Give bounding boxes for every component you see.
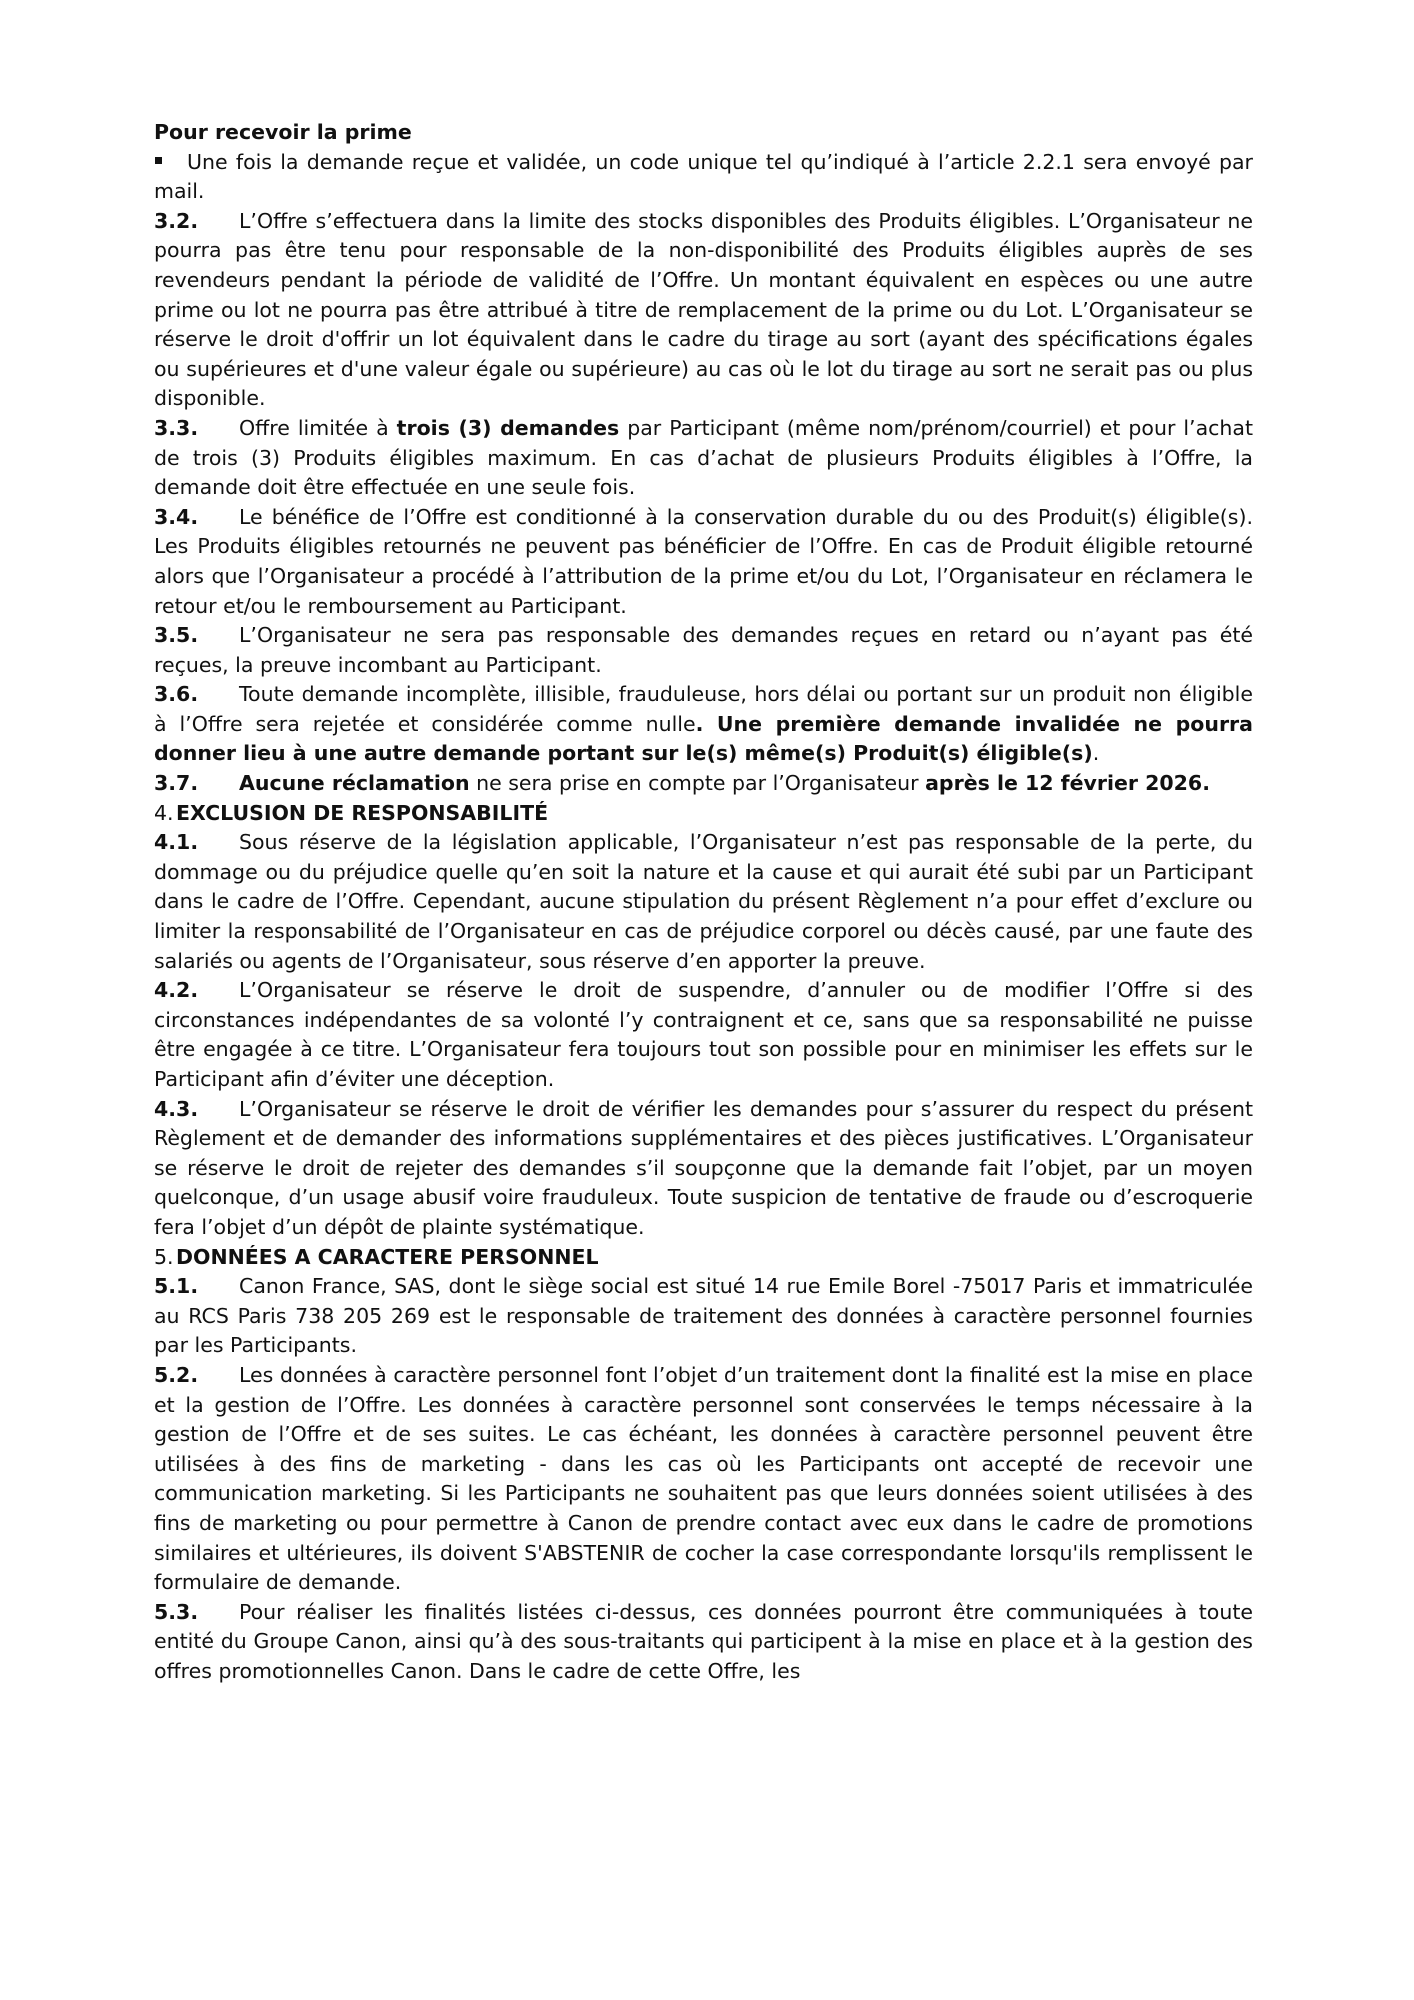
article-4-3	[154, 1095, 1253, 1243]
section-title: EXCLUSION DE RESPONSABILITÉ	[176, 800, 549, 825]
bullet-text: Une fois la demande reçue et validée, un code unique tel qu’indiqué à l’article 2.2.1 sera envoyé par mail.	[154, 149, 1253, 204]
article-emphasis: après le 12 février 2026.	[925, 771, 1210, 796]
article-text: Offre limitée à	[239, 415, 397, 440]
article-text: Les données à caractère personnel font l’objet d’un traitement dont la finalité est la mise en place et la gestion de l’Offre. Les données à caractère personnel sont conservées le temps nécessaire à la gestion de l’Offre et de ses suites. Le cas échéant, les données à caractère personnel peuvent être utilisées à des fins de marketing - dans les cas où les Participants ont accepté de recevoir une communication marketing. Si les Participants ne souhaitent pas que leurs données soient utilisées à des fins de marketing ou pour permettre à Canon de prendre contact avec eux dans le cadre de promotions similaires et ultérieures, ils doivent S'ABSTENIR de cocher la case correspondante lorsqu'ils remplissent le formulaire de demande.	[154, 1362, 1253, 1595]
section-heading-prime: Pour recevoir la prime	[154, 120, 412, 144]
bullet-square-icon	[154, 148, 187, 178]
article-3-7	[154, 769, 1253, 799]
article-4-2	[154, 976, 1253, 1094]
article-text: Le bénéfice de l’Offre est conditionné à la conservation durable du ou des Produit(s) éligible(s). Les Produits éligibles retournés ne peuvent pas bénéficier de l’Offre. En cas de Produit éligible retourné alors que l’Organisateur a procédé à l’attribution de la prime et/ou du Lot, l’Organisateur en réclamera le retour et/ou le remboursement au Participant.	[154, 504, 1253, 618]
article-number: 3.5.	[154, 623, 199, 648]
article-number: 3.3.	[154, 415, 199, 440]
article-number: 4.3.	[154, 1096, 199, 1121]
document-page	[154, 118, 1253, 1686]
section-number: 5.	[154, 1244, 174, 1269]
article-emphasis: Aucune réclamation	[239, 771, 470, 796]
article-text: L’Offre s’effectuera dans la limite des stocks disponibles des Produits éligibles. L’Organisateur ne pourra pas être tenu pour responsable de la non-disponibilité des Produits éligibles auprès de ses revendeurs pendant la période de validité de l’Offre. Un montant équivalent en espèces ou une autre prime ou lot ne pourra pas être attribué à titre de remplacement de la prime ou du Lot. L’Organisateur se réserve le droit d'offrir un lot équivalent dans le cadre du tirage au sort (ayant des spécifications égales ou supérieures et d'une valeur égale ou supérieure) au cas où le lot du tirage au sort ne serait pas ou plus disponible.	[154, 208, 1253, 411]
article-text: Toute demande incomplète, illisible, frauduleuse, hors délai ou portant sur un produit non éligible à l’Offre sera rejetée et considérée comme nulle	[154, 682, 1253, 736]
article-text: .	[1092, 741, 1100, 766]
article-5-2	[154, 1361, 1253, 1598]
section-5-heading	[154, 1243, 1253, 1273]
article-5-1	[154, 1272, 1253, 1361]
article-text: ne sera prise en compte par l’Organisateur	[469, 771, 926, 796]
article-3-5	[154, 621, 1253, 680]
article-text: L’Organisateur ne sera pas responsable des demandes reçues en retard ou n’ayant pas été reçues, la preuve incombant au Participant.	[154, 623, 1253, 677]
article-text: par Participant (même nom/prénom/courriel) et pour l’achat de trois (3) Produits éligibles maximum. En cas d’achat de plusieurs Produits éligibles à l’Offre, la demande doit être effectuée en une seule fois.	[154, 415, 1253, 500]
article-emphasis: . Une première demande invalidée ne pourra donner lieu à une autre demande portant sur le(s) même(s) Produit(s) éligible(s)	[154, 711, 1253, 766]
article-number: 5.2.	[154, 1362, 199, 1387]
section-title: DONNÉES A CARACTERE PERSONNEL	[176, 1244, 599, 1269]
article-number: 5.3.	[154, 1599, 199, 1624]
article-number: 5.1.	[154, 1274, 199, 1299]
article-text: L’Organisateur se réserve le droit de vérifier les demandes pour s’assurer du respect du présent Règlement et de demander des informations supplémentaires et des pièces justificatives. L’Organisateur se réserve le droit de rejeter des demandes s’il soupçonne que la demande fait l’objet, par un moyen quelconque, d’un usage abusif voire frauduleux. Toute suspicion de tentative de fraude ou d’escroquerie fera l’objet d’un dépôt de plainte systématique.	[154, 1096, 1253, 1239]
article-text: Canon France, SAS, dont le siège social est situé 14 rue Emile Borel -75017 Paris et immatriculée au RCS Paris 738 205 269 est le responsable de traitement des données à caractère personnel fournies par les Participants.	[154, 1274, 1253, 1358]
section-4-heading	[154, 799, 1253, 829]
article-3-2	[154, 207, 1253, 414]
article-text: Pour réaliser les finalités listées ci-dessus, ces données pourront être communiquées à toute entité du Groupe Canon, ainsi qu’à des sous-traitants qui participent à la mise en place et à la gestion des offres promotionnelles Canon. Dans le cadre de cette Offre, les	[154, 1599, 1253, 1683]
article-3-4	[154, 503, 1253, 621]
article-number: 3.2.	[154, 208, 199, 233]
article-4-1	[154, 828, 1253, 976]
article-number: 3.4.	[154, 504, 199, 529]
section-number: 4.	[154, 800, 174, 825]
article-emphasis: trois (3) demandes	[396, 415, 620, 440]
article-number: 3.6.	[154, 682, 199, 707]
article-number: 4.2.	[154, 978, 199, 1003]
bullet-item	[154, 148, 1253, 207]
article-3-3	[154, 414, 1253, 503]
article-number: 4.1.	[154, 830, 199, 855]
article-3-6	[154, 680, 1253, 769]
article-5-3	[154, 1598, 1253, 1687]
article-number: 3.7.	[154, 771, 199, 796]
article-text: L’Organisateur se réserve le droit de suspendre, d’annuler ou de modifier l’Offre si des circonstances indépendantes de sa volonté l’y contraignent et ce, sans que sa responsabilité ne puisse être engagée à ce titre. L’Organisateur fera toujours tout son possible pour en minimiser les effets sur le Participant afin d’éviter une déception.	[154, 978, 1253, 1091]
article-text: Sous réserve de la législation applicable, l’Organisateur n’est pas responsable de la perte, du dommage ou du préjudice quelle qu’en soit la nature et la cause et qui aurait été subi par un Participant dans le cadre de l’Offre. Cependant, aucune stipulation du présent Règlement n’a pour effet d’exclure ou limiter la responsabilité de l’Organisateur en cas de préjudice corporel ou décès causé, par une faute des salariés ou agents de l’Organisateur, sous réserve d’en apporter la preuve.	[154, 830, 1253, 973]
